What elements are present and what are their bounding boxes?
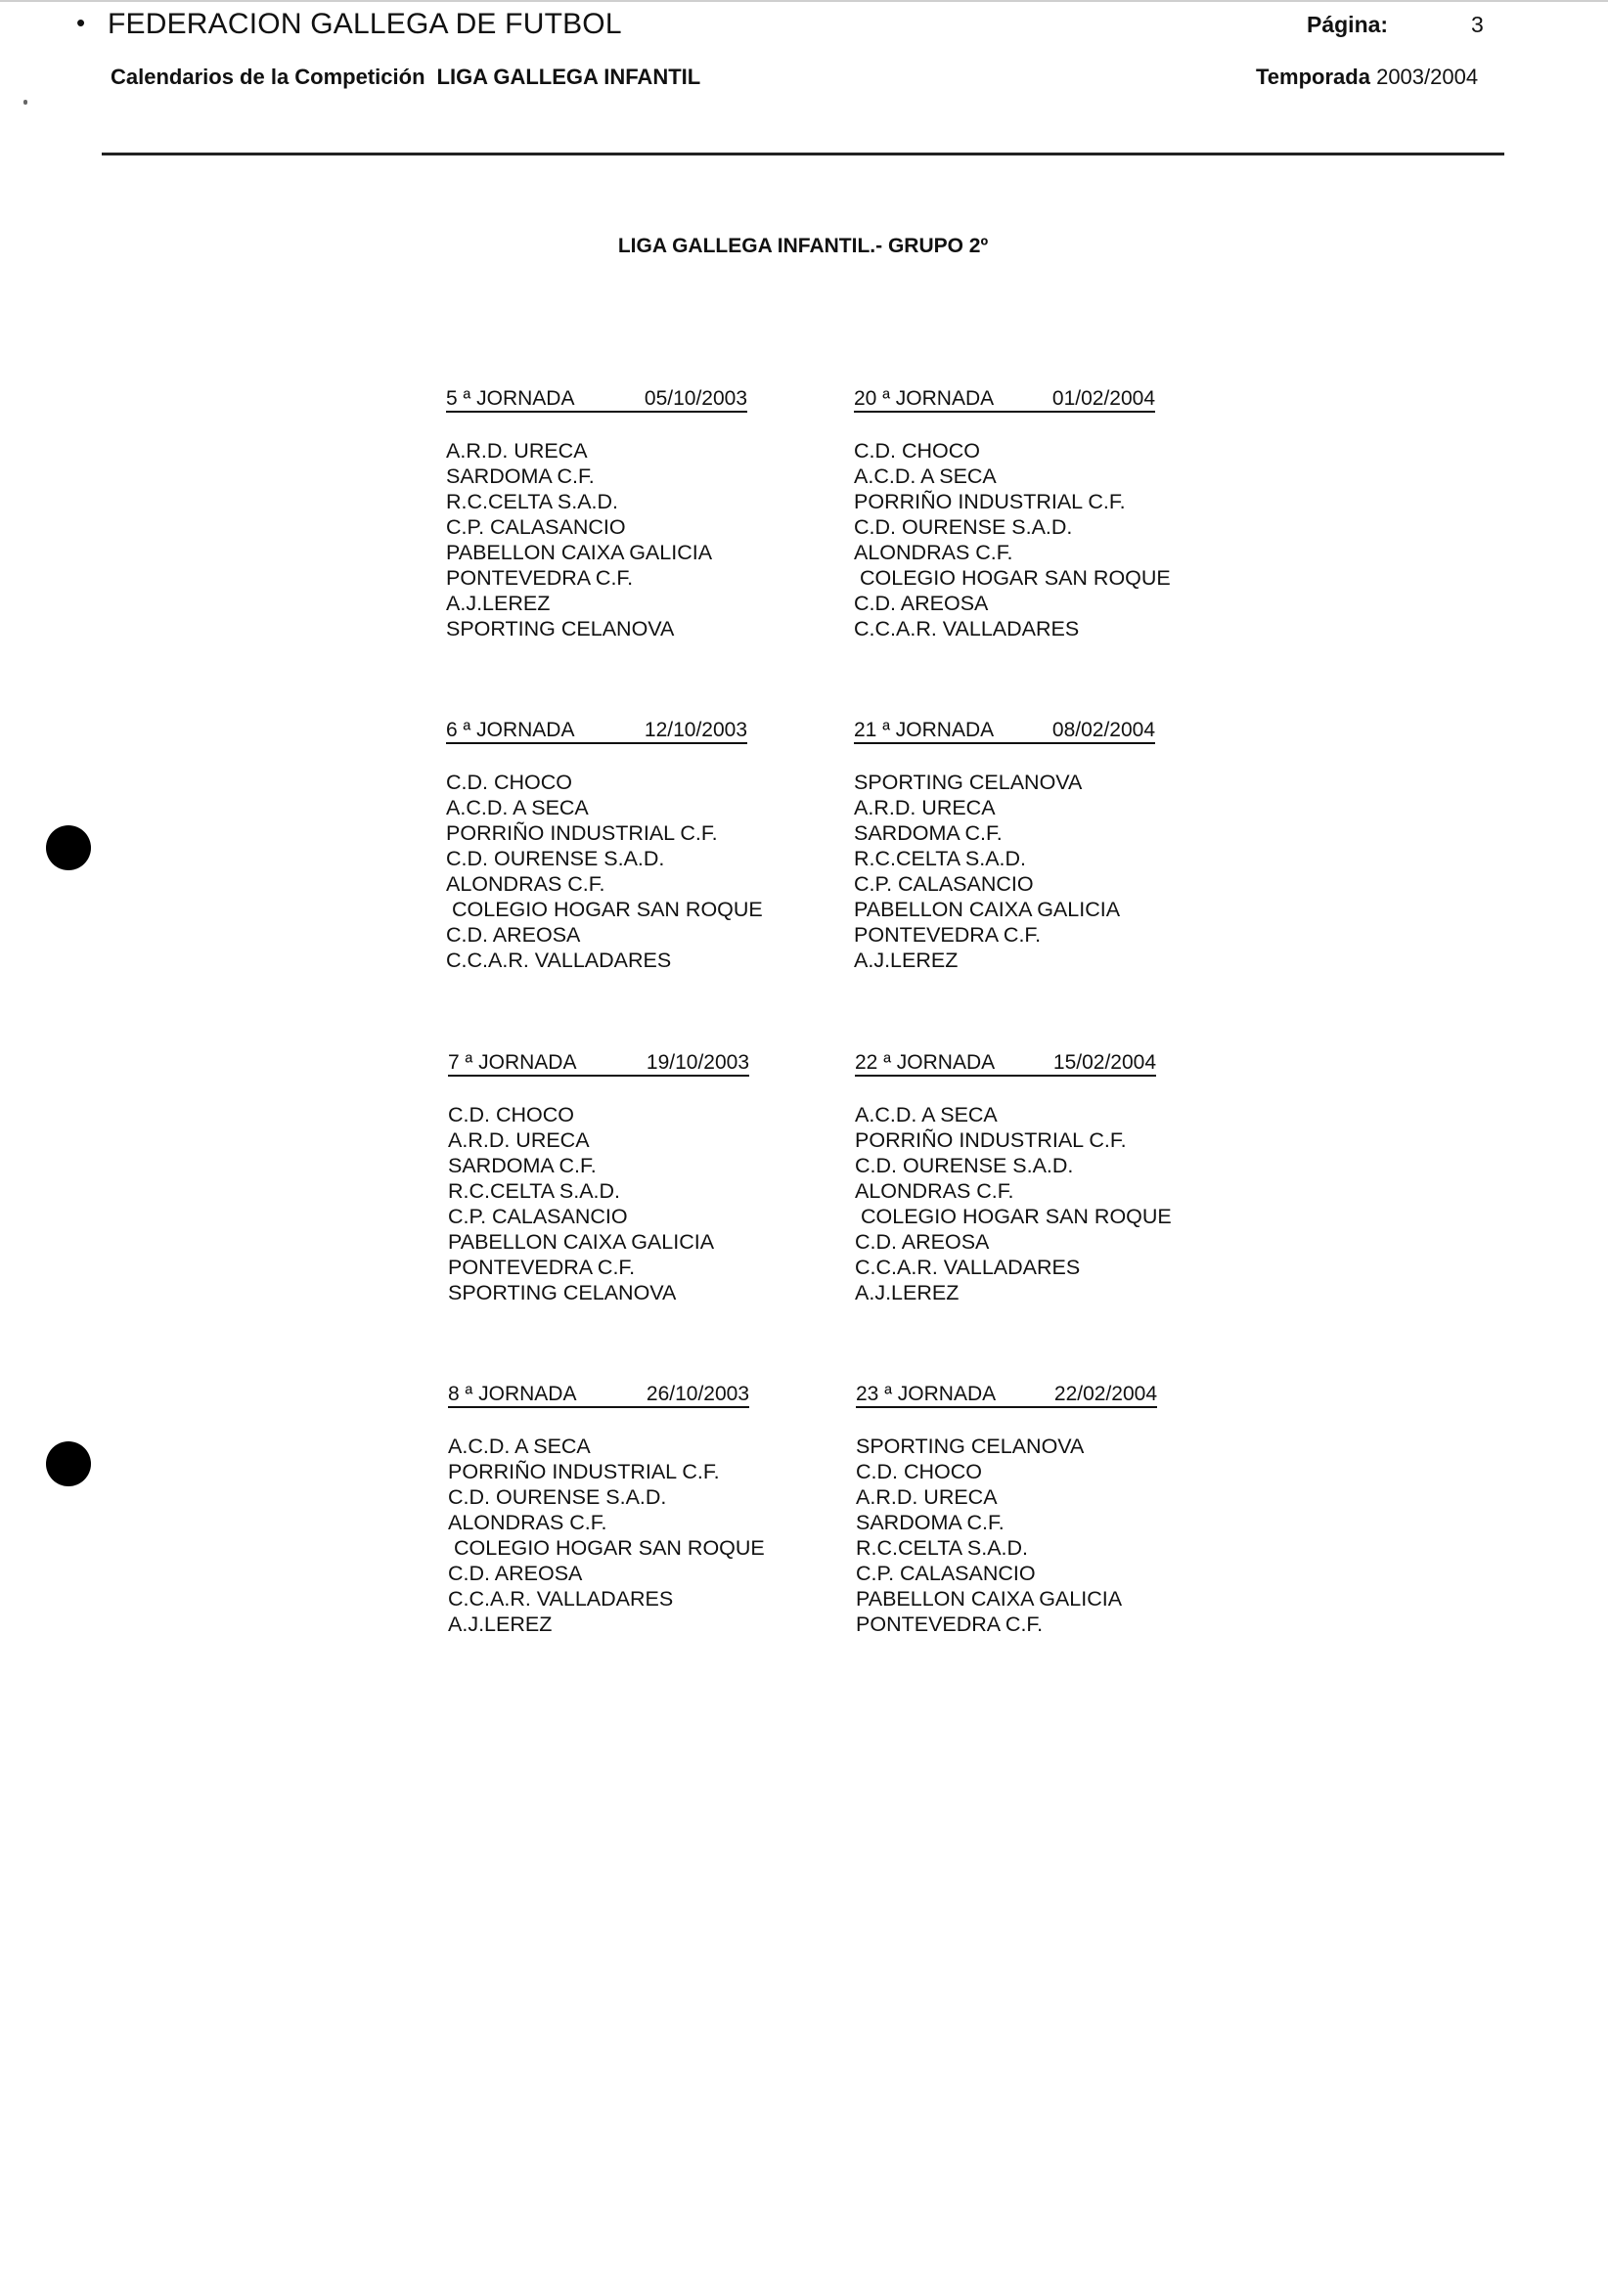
team-name: SARDOMA C.F. xyxy=(854,821,1003,845)
federation-title: FEDERACION GALLEGA DE FUTBOL xyxy=(108,8,622,40)
team-name: C.P. CALASANCIO xyxy=(856,1562,1036,1585)
punch-hole xyxy=(46,825,91,870)
team-list xyxy=(854,770,1120,973)
round-label: 5 ª JORNADA xyxy=(446,387,575,410)
team-name: PONTEVEDRA C.F. xyxy=(854,923,1042,947)
round-date: 08/02/2004 xyxy=(1051,719,1155,741)
team-name: C.D. OURENSE S.A.D. xyxy=(446,847,665,870)
team-name: SARDOMA C.F. xyxy=(446,464,595,488)
round-block xyxy=(446,387,837,640)
round-block xyxy=(446,719,837,972)
team-name: ALONDRAS C.F. xyxy=(854,541,1013,564)
team-name: PORRIÑO INDUSTRIAL C.F. xyxy=(448,1460,720,1483)
team-name: C.P. CALASANCIO xyxy=(448,1205,628,1228)
team-name: SPORTING CELANOVA xyxy=(854,771,1083,794)
page-label: Página: xyxy=(1307,12,1389,37)
round-block xyxy=(856,1383,1247,1636)
team-name: COLEGIO HOGAR SAN ROQUE xyxy=(860,566,1171,590)
team-name: C.D. AREOSA xyxy=(855,1230,990,1254)
round-label: 22 ª JORNADA xyxy=(855,1051,996,1074)
team-name: C.D. OURENSE S.A.D. xyxy=(854,515,1073,539)
team-name: SPORTING CELANOVA xyxy=(448,1281,677,1304)
header-rule xyxy=(102,153,1504,155)
team-name: ALONDRAS C.F. xyxy=(855,1179,1014,1203)
team-name: A.C.D. A SECA xyxy=(446,796,589,819)
round-heading xyxy=(448,1384,749,1408)
round-label: 21 ª JORNADA xyxy=(854,719,995,741)
round-block xyxy=(854,387,1245,640)
team-list xyxy=(856,1434,1122,1637)
team-name: COLEGIO HOGAR SAN ROQUE xyxy=(452,898,763,921)
group-title-text: LIGA GALLEGA INFANTIL.- GRUPO 2º xyxy=(617,235,989,257)
scan-speck xyxy=(23,100,27,105)
team-name: A.J.LEREZ xyxy=(446,592,551,615)
team-name: C.P. CALASANCIO xyxy=(854,872,1034,896)
team-name: PORRIÑO INDUSTRIAL C.F. xyxy=(446,821,718,845)
subtitle-prefix: Calendarios de la Competición xyxy=(111,65,425,89)
team-name: PABELLON CAIXA GALICIA xyxy=(448,1230,715,1254)
team-name: ALONDRAS C.F. xyxy=(446,872,605,896)
calendar-subtitle xyxy=(111,65,700,90)
team-name: PONTEVEDRA C.F. xyxy=(856,1612,1044,1636)
team-name: PORRIÑO INDUSTRIAL C.F. xyxy=(854,490,1126,513)
team-list xyxy=(446,770,763,973)
team-name: C.C.A.R. VALLADARES xyxy=(446,949,672,972)
round-date: 26/10/2003 xyxy=(646,1383,749,1405)
header-bullet: • xyxy=(76,8,86,37)
team-name: A.R.D. URECA xyxy=(856,1485,998,1509)
round-heading xyxy=(854,388,1155,413)
team-name: SARDOMA C.F. xyxy=(856,1511,1005,1534)
team-name: ALONDRAS C.F. xyxy=(448,1511,607,1534)
team-name: C.D. OURENSE S.A.D. xyxy=(448,1485,667,1509)
team-list xyxy=(448,1102,714,1305)
team-list xyxy=(446,438,712,641)
round-label: 23 ª JORNADA xyxy=(856,1383,997,1405)
team-name: C.P. CALASANCIO xyxy=(446,515,626,539)
team-name: R.C.CELTA S.A.D. xyxy=(448,1179,621,1203)
team-name: COLEGIO HOGAR SAN ROQUE xyxy=(861,1205,1172,1228)
season xyxy=(1256,65,1478,90)
team-name: PABELLON CAIXA GALICIA xyxy=(446,541,713,564)
team-name: C.D. CHOCO xyxy=(448,1103,574,1126)
round-date: 05/10/2003 xyxy=(644,387,747,410)
team-list xyxy=(448,1434,765,1637)
round-heading xyxy=(854,720,1155,744)
round-label: 6 ª JORNADA xyxy=(446,719,575,741)
team-name: C.D. CHOCO xyxy=(446,771,572,794)
team-name: C.D. AREOSA xyxy=(446,923,581,947)
team-name: C.C.A.R. VALLADARES xyxy=(855,1256,1081,1279)
team-name: C.D. CHOCO xyxy=(854,439,980,463)
team-name: R.C.CELTA S.A.D. xyxy=(446,490,619,513)
team-name: A.R.D. URECA xyxy=(448,1128,590,1152)
round-block xyxy=(855,1051,1246,1304)
round-date: 12/10/2003 xyxy=(644,719,747,741)
team-name: SPORTING CELANOVA xyxy=(856,1435,1085,1458)
team-name: A.C.D. A SECA xyxy=(448,1435,591,1458)
round-heading xyxy=(855,1052,1156,1077)
punch-hole xyxy=(46,1441,91,1486)
team-name: R.C.CELTA S.A.D. xyxy=(856,1536,1029,1560)
round-date: 22/02/2004 xyxy=(1053,1383,1157,1405)
round-heading xyxy=(856,1384,1157,1408)
team-list xyxy=(854,438,1171,641)
team-name: A.C.D. A SECA xyxy=(855,1103,998,1126)
round-block xyxy=(448,1051,839,1304)
team-name: COLEGIO HOGAR SAN ROQUE xyxy=(454,1536,765,1560)
team-name: C.C.A.R. VALLADARES xyxy=(854,617,1080,640)
team-name: A.C.D. A SECA xyxy=(854,464,997,488)
round-label: 20 ª JORNADA xyxy=(854,387,995,410)
team-name: PONTEVEDRA C.F. xyxy=(448,1256,636,1279)
team-name: A.J.LEREZ xyxy=(854,949,959,972)
team-name: C.D. AREOSA xyxy=(448,1562,583,1585)
round-label: 7 ª JORNADA xyxy=(448,1051,577,1074)
team-name: C.D. AREOSA xyxy=(854,592,989,615)
team-name: A.J.LEREZ xyxy=(855,1281,960,1304)
team-list xyxy=(855,1102,1172,1305)
team-name: PABELLON CAIXA GALICIA xyxy=(856,1587,1123,1611)
round-date: 19/10/2003 xyxy=(646,1051,749,1074)
team-name: A.J.LEREZ xyxy=(448,1612,553,1636)
team-name: SARDOMA C.F. xyxy=(448,1154,597,1177)
team-name: PABELLON CAIXA GALICIA xyxy=(854,898,1121,921)
season-label: Temporada xyxy=(1256,65,1370,89)
team-name: PORRIÑO INDUSTRIAL C.F. xyxy=(855,1128,1127,1152)
group-title xyxy=(0,235,1608,258)
team-name: PONTEVEDRA C.F. xyxy=(446,566,634,590)
page-number: 3 xyxy=(1471,12,1484,37)
round-label: 8 ª JORNADA xyxy=(448,1383,577,1405)
scan-top-edge xyxy=(0,0,1608,2)
competition-name: LIGA GALLEGA INFANTIL xyxy=(436,65,701,89)
season-value: 2003/2004 xyxy=(1376,65,1479,89)
team-name: C.C.A.R. VALLADARES xyxy=(448,1587,674,1611)
round-heading xyxy=(446,720,747,744)
team-name: A.R.D. URECA xyxy=(854,796,996,819)
team-name: A.R.D. URECA xyxy=(446,439,588,463)
round-date: 01/02/2004 xyxy=(1051,387,1155,410)
team-name: R.C.CELTA S.A.D. xyxy=(854,847,1027,870)
round-block xyxy=(448,1383,839,1636)
round-date: 15/02/2004 xyxy=(1052,1051,1156,1074)
round-heading xyxy=(446,388,747,413)
team-name: C.D. OURENSE S.A.D. xyxy=(855,1154,1074,1177)
team-name: C.D. CHOCO xyxy=(856,1460,982,1483)
round-heading xyxy=(448,1052,749,1077)
round-block xyxy=(854,719,1245,972)
team-name: SPORTING CELANOVA xyxy=(446,617,675,640)
